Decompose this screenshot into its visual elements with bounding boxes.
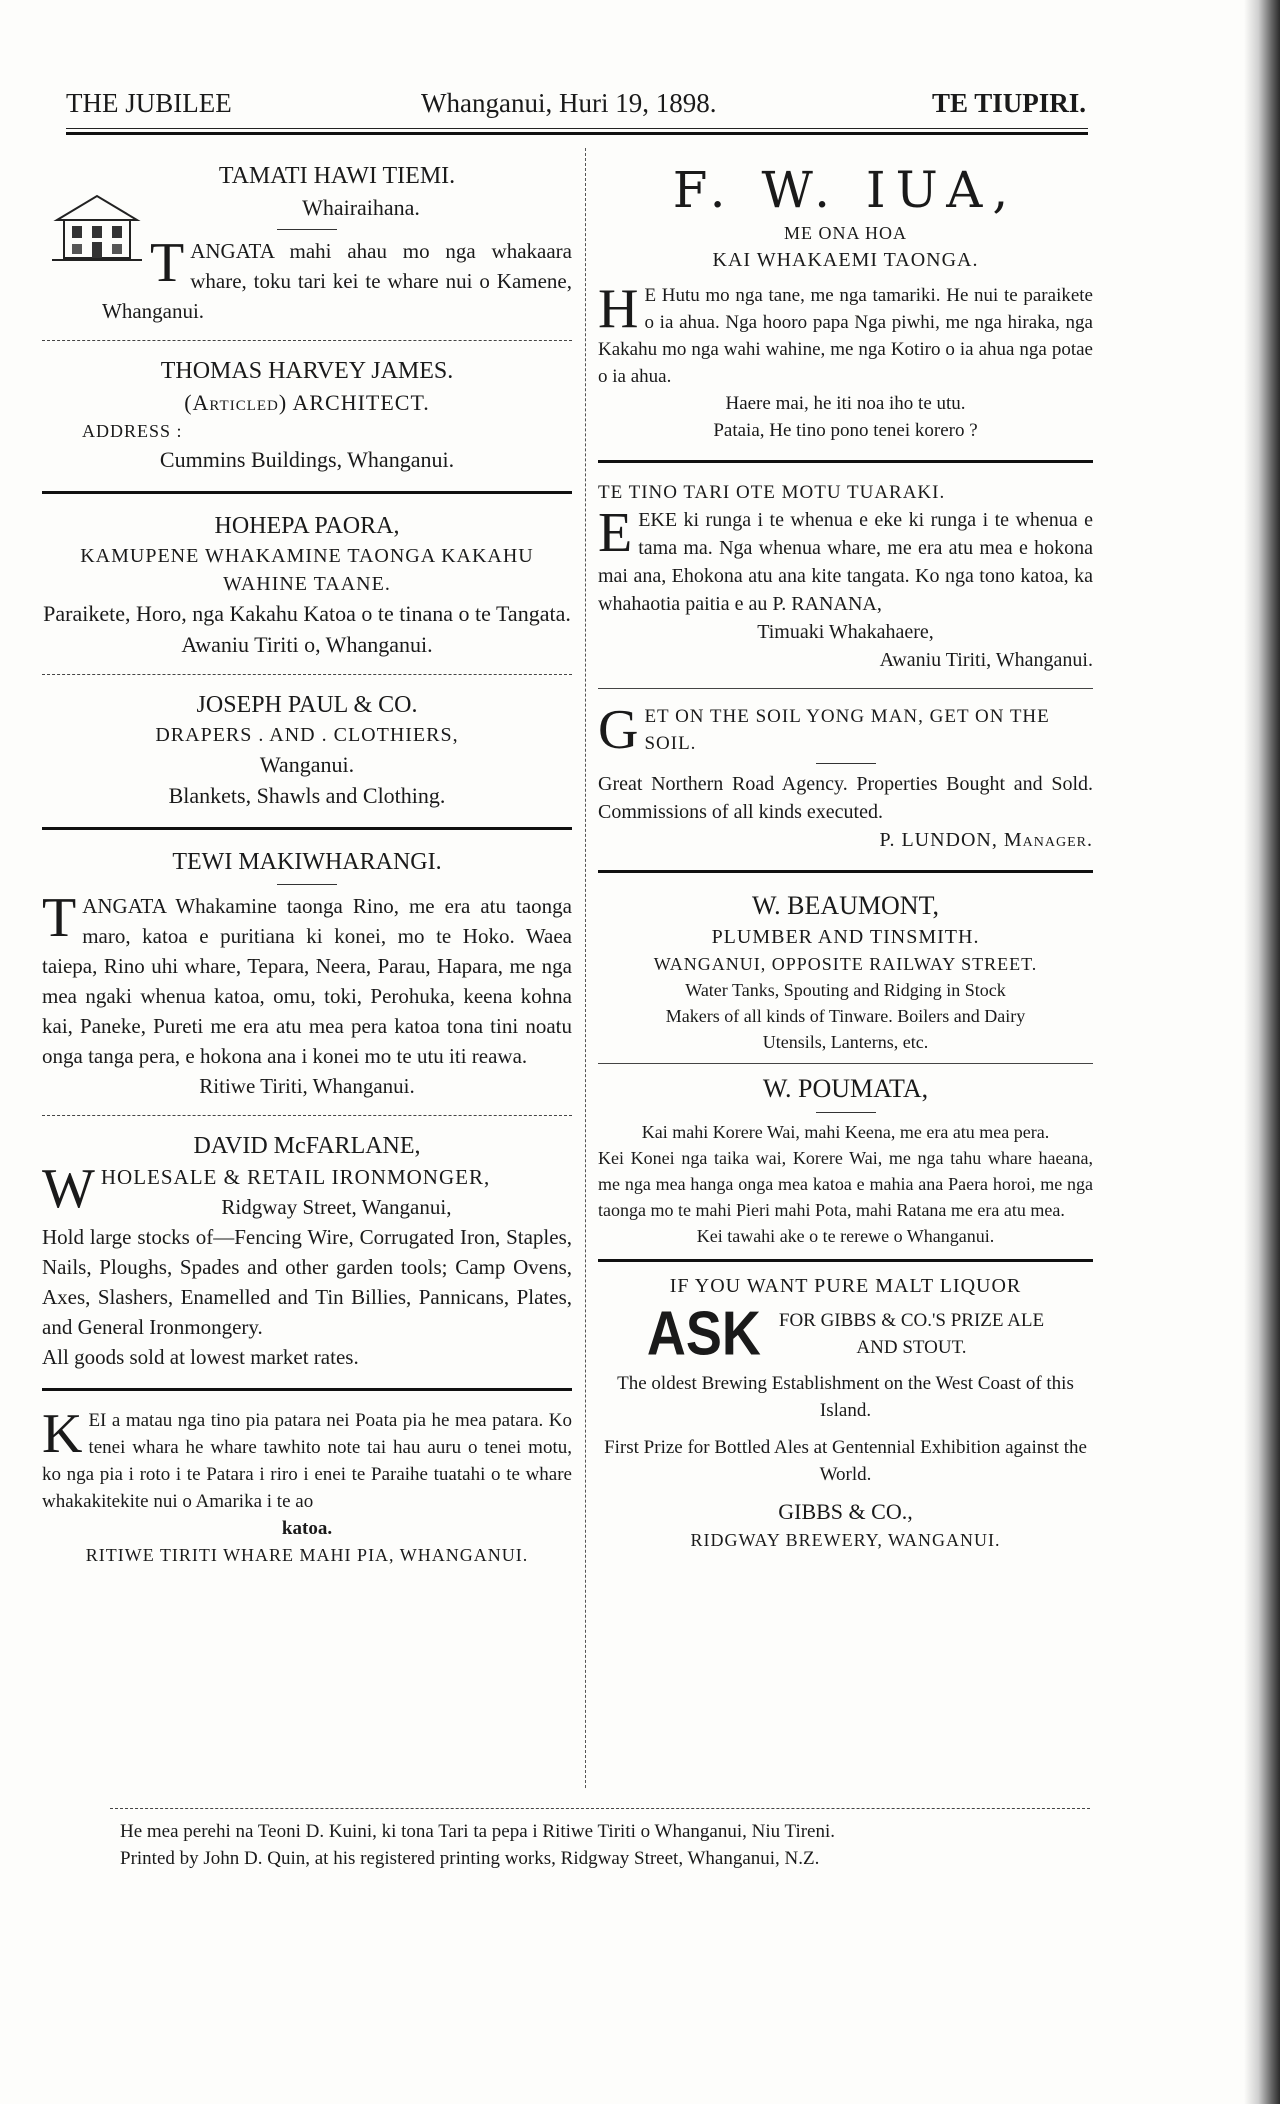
ad-stub-rule <box>816 763 876 764</box>
ad-tewi-makiwharangi <box>42 846 572 1101</box>
ad-body-text: EI a matau nga tino pia patara nei Poata pia he mea patara. Ko tenei whara he whare tawhito note tai hau auru o tenei motu, ko nga pia i roto i te Patara i riro i enei te Paraihe tuatahi o te whare whakakitekite nui o Amarika i te ao <box>42 1410 572 1512</box>
ad-trade-line: HOLESALE & RETAIL IRONMONGER, <box>100 1165 491 1189</box>
divider-thick <box>42 491 572 494</box>
ask-line: AND STOUT. <box>856 1337 967 1358</box>
ad-body <box>42 887 572 1071</box>
masthead <box>66 88 1086 128</box>
ad-headline-text: ET ON THE SOIL YONG MAN, GET ON THE <box>644 706 1050 727</box>
ad-signature: P. LUNDON, Manager. <box>879 829 1093 851</box>
divider <box>598 1063 1093 1064</box>
ad-body <box>598 278 1093 390</box>
divider <box>42 340 572 341</box>
masthead-left: THE JUBILEE <box>66 88 232 118</box>
ad-line: Haere mai, he iti noa iho te utu. <box>725 393 966 414</box>
ad-signature: Timuaki Whakahaere, <box>757 621 934 643</box>
ad-get-on-the-soil <box>598 699 1093 854</box>
ad-line: Utensils, Lanterns, etc. <box>762 1032 929 1052</box>
ad-address: Cummins Buildings, Whanganui. <box>159 447 455 472</box>
address-label: ADDRESS : <box>82 421 183 441</box>
ad-title: GIBBS & CO., <box>778 1499 913 1524</box>
masthead-date: Whanganui, Huri 19, 1898. <box>421 88 717 118</box>
masthead-rule-thin <box>66 128 1088 129</box>
ad-hohepa-paora <box>42 510 572 660</box>
drop-cap: E <box>598 502 633 564</box>
ad-line: Water Tanks, Spouting and Ridging in Stock <box>685 980 1006 1000</box>
ad-line: Ridgway Street, Wanganui, <box>221 1195 452 1219</box>
ad-line: Makers of all kinds of Tinware. Boilers and Dairy <box>665 1006 1026 1026</box>
divider-thick <box>598 1259 1093 1262</box>
divider-thick <box>598 870 1093 873</box>
ad-body-text: ANGATA Whakamine taonga Rino, me era atu taonga maro, katoa e puritiana ki konei, mo te Hoko. Waea taiepa, Rino uhi whare, Tepara, Neera, Parau, Hapara, me nga mea ngaki whenua katoa, omu, toki, Perohuka, keena kohna kai, Paneke, Pureti me era atu mea pera katoa tona tini noatu onga tanga pera, e hokona ana i konei mo te utu iti reawa. <box>42 894 572 1068</box>
ad-line: The oldest Brewing Establishment on the West Coast of this Island. <box>617 1373 1074 1421</box>
ad-address: RITIWE TIRITI WHARE MAHI PIA, WHANGANUI. <box>85 1545 529 1565</box>
ad-line: DRAPERS . AND . CLOTHIERS, <box>155 724 459 746</box>
ad-stub-rule <box>816 1112 876 1113</box>
ad-headline <box>598 699 1093 761</box>
divider <box>598 688 1093 689</box>
masthead-rule-thick <box>66 132 1088 135</box>
ad-body-text: E Hutu mo nga tane, me nga tamariki. He nui te paraikete o ia ahua. Nga hooro papa Nga piwhi, me nga hiraka, nga Kakahu mo nga wahi wahine, me nga Kotiro o ia ahua nga potae o ia ahua. <box>598 285 1093 387</box>
ad-line: Kei tawahi ake o te rerewe o Whanganui. <box>696 1226 995 1246</box>
imprint-line: He mea perehi na Teoni D. Kuini, ki tona Tari ta pepa i Ritiwe Tiriti o Whanganui, Niu Tireni. <box>120 1821 836 1842</box>
divider-thick <box>42 827 572 830</box>
ad-title: HOHEPA PAORA, <box>214 513 400 539</box>
ad-title: TEWI MAKIWHARANGI. <box>172 849 442 875</box>
ad-title: F. W. IUA, <box>672 161 1019 219</box>
ad-beer-whanganui <box>42 1403 572 1568</box>
ad-subtitle: ME ONA HOA <box>783 223 907 243</box>
ad-subtitle: Whairaihana. <box>302 195 420 220</box>
ad-address: RIDGWAY BREWERY, WANGANUI. <box>690 1530 1001 1550</box>
ad-david-mcfarlane <box>42 1130 572 1372</box>
ad-line: PLUMBER AND TINSMITH. <box>711 926 980 948</box>
ad-title: JOSEPH PAUL & CO. <box>196 692 418 718</box>
ad-body-text: ANGATA mahi ahau mo nga whakaara whare, toku tari kei te whare nui o Kamene, Whanganui. <box>102 239 572 323</box>
ask-word: ASK <box>646 1299 761 1369</box>
ad-title: W. POUMATA, <box>762 1074 929 1103</box>
ad-stub-rule <box>277 884 337 885</box>
ad-title: THOMAS HARVEY JAMES. <box>160 358 454 384</box>
ad-line: Pataia, He tino pono tenei korero ? <box>713 420 978 441</box>
imprint-line: Printed by John D. Quin, at his registered printing works, Ridgway Street, Whanganui, N.Z. <box>120 1848 820 1869</box>
imprint <box>120 1818 1100 1872</box>
divider <box>42 674 572 675</box>
column-divider <box>585 148 586 1788</box>
ad-line: Paraikete, Horo, nga Kakahu Katoa o te tinana o te Tangata. <box>43 601 571 626</box>
divider <box>42 1115 572 1116</box>
ad-body: Kei Konei nga taika wai, Korere Wai, me nga tahu whare haeana, me nga mea hanga onga mea katoa e mahia ana Paera horoi, me nga taonga mo te mahi Pieri mahi Pota, mahi Ratana me era atu mea. <box>598 1148 1093 1220</box>
ad-line: First Prize for Bottled Ales at Gentennial Exhibition against the World. <box>604 1437 1087 1485</box>
ad-line: Awaniu Tiriti o, Whanganui. <box>181 632 433 657</box>
ad-address: Ritiwe Tiriti, Whanganui. <box>199 1074 415 1098</box>
ad-line: KAMUPENE WHAKAMINE TAONGA KAKAHU WAHINE TAANE. <box>80 545 534 595</box>
house-icon <box>52 192 142 262</box>
ad-stub-rule <box>277 229 337 230</box>
ask-line: FOR GIBBS & CO.'S PRIZE ALE <box>778 1310 1045 1331</box>
ad-signature: Awaniu Tiriti, Whanganui. <box>879 649 1093 671</box>
ad-tamati-hawi-tiemi <box>42 160 572 326</box>
ad-body: Hold large stocks of—Fencing Wire, Corrugated Iron, Staples, Nails, Ploughs, Spades and other garden tools; Camp Ovens, Axes, Slashers, Enamelled and Tin Billies, Pannicans, Plates, and General Ironmongery. <box>42 1225 572 1339</box>
ad-title: DAVID McFARLANE, <box>193 1133 421 1159</box>
ad-gibbs-and-co <box>598 1272 1093 1553</box>
drop-cap: H <box>598 278 639 340</box>
drop-cap: T <box>150 232 185 294</box>
ad-w-beaumont <box>598 889 1093 1055</box>
ad-w-poumata <box>598 1072 1093 1249</box>
ad-title: W. BEAUMONT, <box>751 891 940 920</box>
ad-body-text: EKE ki runga i te whenua e eke ki runga i te whenua e tama ma. Nga whenua whare, me era atu mea e hokona mai ana, Ehokona atu ana kite tangata. Ko nga tono katoa, ka whahaotia paitia e au P. RANANA, <box>598 509 1093 615</box>
left-column <box>42 160 572 1568</box>
ad-title: TAMATI HAWI TIEMI. <box>218 163 456 189</box>
ad-line: Wanganui. <box>259 752 355 777</box>
imprint-rule <box>110 1808 1090 1809</box>
ad-line: All goods sold at lowest market rates. <box>42 1345 359 1369</box>
divider-thick <box>598 460 1093 463</box>
drop-cap: G <box>598 699 639 761</box>
ad-role: (Articled) ARCHITECT. <box>184 390 430 415</box>
page-edge-shadow <box>1244 0 1280 2104</box>
ad-line: WANGANUI, OPPOSITE RAILWAY STREET. <box>653 954 1038 974</box>
ad-line: IF YOU WANT PURE MALT LIQUOR <box>669 1275 1022 1297</box>
ask-text <box>779 1307 1044 1361</box>
ad-line: katoa. <box>281 1518 333 1539</box>
ad-body <box>598 502 1093 618</box>
drop-cap: K <box>42 1403 83 1465</box>
drop-cap: W <box>42 1158 95 1220</box>
ad-thomas-harvey-james <box>42 355 572 475</box>
ad-line: Kai mahi Korere Wai, mahi Keena, me era atu mea pera. <box>641 1122 1050 1142</box>
ad-subtitle: KAI WHAKAEMI TAONGA. <box>712 249 979 271</box>
ad-joseph-paul <box>42 689 572 811</box>
ad-headline-text: SOIL. <box>644 733 697 754</box>
divider-thick <box>42 1388 572 1391</box>
ad-line: Blankets, Shawls and Clothing. <box>168 783 446 808</box>
ad-body: Great Northern Road Agency. Properties Bought and Sold. Commissions of all kinds executed. <box>598 773 1093 823</box>
ad-title: TE TINO TARI OTE MOTU TUARAKI. <box>598 482 946 503</box>
ad-body <box>42 1403 572 1515</box>
ask-row <box>598 1299 1093 1369</box>
ad-f-w-iua <box>598 160 1093 444</box>
right-column <box>598 160 1093 1553</box>
drop-cap: T <box>42 887 77 949</box>
masthead-right: TE TIUPIRI. <box>931 88 1086 118</box>
ad-te-tino-tari <box>598 479 1093 674</box>
